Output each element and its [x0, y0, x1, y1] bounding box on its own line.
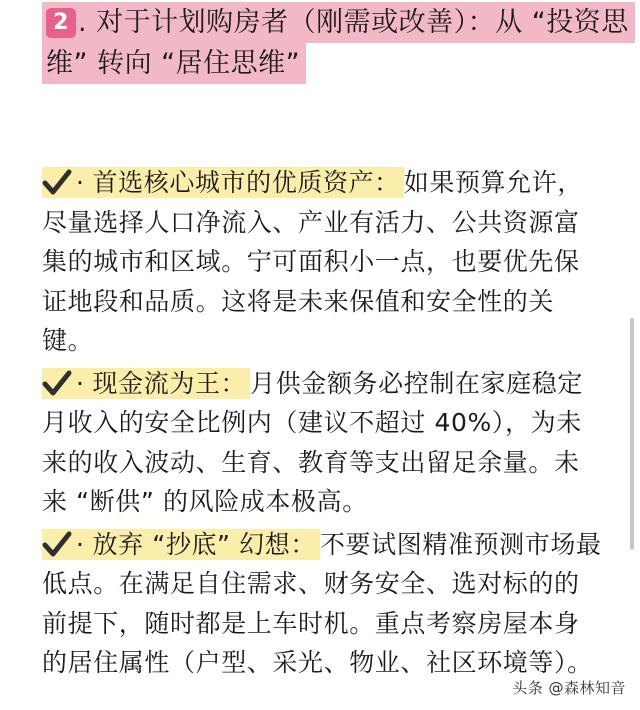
heading-text-1: . 对于计划购房者（刚需或改善）：从 “投资思 — [78, 7, 629, 38]
check-mark-icon — [42, 169, 72, 195]
section-heading — [42, 2, 629, 84]
heading-line-2 — [42, 43, 306, 84]
advice-body: 不要试图精准预测市场最低点。在满足自住需求、财务安全、选对标的的前提下，随时都是上车时机。重点考察房屋本身的居住属性（户型、采光、物业、社区环境等）。 — [42, 529, 602, 677]
advice-label — [42, 167, 404, 198]
bullet-dot: · — [76, 368, 85, 398]
advice-paragraph — [42, 525, 604, 683]
heading-text-2: 维” 转向 “居住思维” — [46, 48, 301, 79]
advice-body: 月供金额务必控制在家庭稳定月收入的安全比例内（建议不超过 40%），为未来的收入波动、生育、教育等支出留足余量。未来 “断供” 的风险成本极高。 — [42, 368, 583, 516]
check-mark-icon — [42, 370, 72, 396]
article-content — [42, 0, 629, 683]
advice-label-text: 放弃 “抄底” 幻想： — [92, 529, 316, 559]
number-badge: 2 — [46, 8, 76, 38]
advice-label-text: 首选核心城市的优质资产： — [92, 168, 400, 197]
bullet-dot: · — [76, 529, 85, 559]
advice-label-text: 现金流为王： — [92, 368, 247, 398]
scrollbar-thumb[interactable] — [630, 318, 634, 550]
advice-body: 如果预算允许，尽量选择人口净流入、产业有活力、公共资源富集的城市和区域。宁可面积小一点，也要优先保证地段和品质。这将是未来保值和安全性的关键。 — [42, 168, 583, 355]
watermark: 头条 @森林知音 — [512, 679, 626, 697]
check-mark-icon — [42, 531, 72, 557]
advice-paragraph — [42, 364, 604, 522]
heading-line-1 — [42, 2, 635, 43]
advice-label — [42, 368, 250, 399]
advice-paragraph — [42, 163, 604, 361]
bullet-dot: · — [76, 168, 85, 197]
advice-label — [42, 529, 320, 560]
